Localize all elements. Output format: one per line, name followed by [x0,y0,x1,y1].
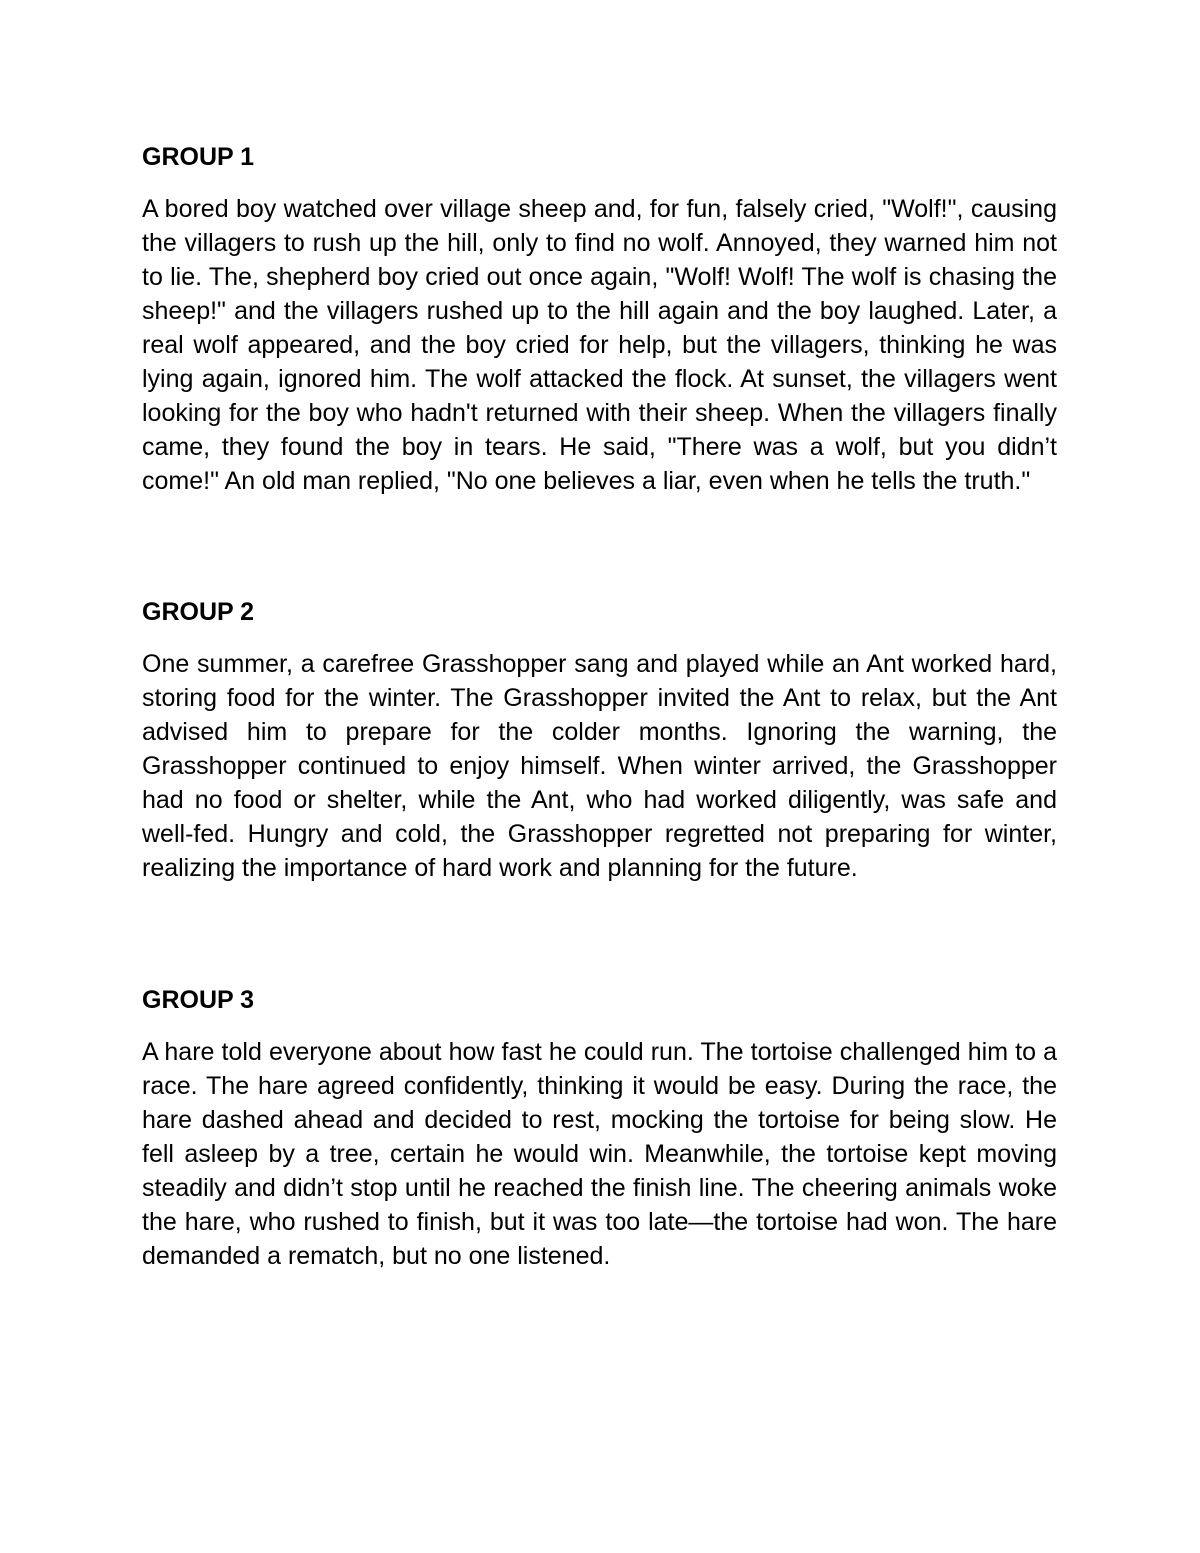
section-group-3 [142,985,1057,1273]
section-heading: GROUP 2 [142,598,255,626]
section-heading: GROUP 3 [142,986,255,1014]
section-heading: GROUP 1 [142,143,255,171]
section-paragraph: A hare told everyone about how fast he could run. The tortoise challenged him to a race. The hare agreed confidently, thinking it would be easy. During the race, the hare dashed ahead and decided to rest, mocking the tortoise for being slow. He fell asleep by a tree, certain he would win. Meanwhile, the tortoise kept moving steadily and didn’t stop until he reached the finish line. The cheering animals woke the hare, who rushed to finish, but it was too late—the tortoise had won. The hare demanded a rematch, but no one listened. [142,1038,1057,1270]
section-paragraph: A bored boy watched over village sheep and, for fun, falsely cried, "Wolf!", causing the villagers to rush up the hill, only to find no wolf. Annoyed, they warned him not to lie. The, shepherd boy cried out once again, "Wolf! Wolf! The wolf is chasing the sheep!" and the villagers rushed up to the hill again and the boy laughed. Later, a real wolf appeared, and the boy cried for help, but the villagers, thinking he was lying again, ignored him. The wolf attacked the flock. At sunset, the villagers went looking for the boy who hadn't returned with their sheep. When the villagers finally came, they found the boy in tears. He said, "There was a wolf, but you didn’t come!" An old man replied, "No one believes a liar, even when he tells the truth." [142,195,1057,495]
section-group-2 [142,597,1057,885]
section-paragraph: One summer, a carefree Grasshopper sang and played while an Ant worked hard, storing food for the winter. The Grasshopper invited the Ant to relax, but the Ant advised him to prepare for the colder months. Ignoring the warning, the Grasshopper continued to enjoy himself. When winter arrived, the Grasshopper had no food or shelter, while the Ant, who had worked diligently, was safe and well-fed. Hungry and cold, the Grasshopper regretted not preparing for winter, realizing the importance of hard work and planning for the future. [142,650,1057,882]
section-group-1 [142,142,1057,498]
